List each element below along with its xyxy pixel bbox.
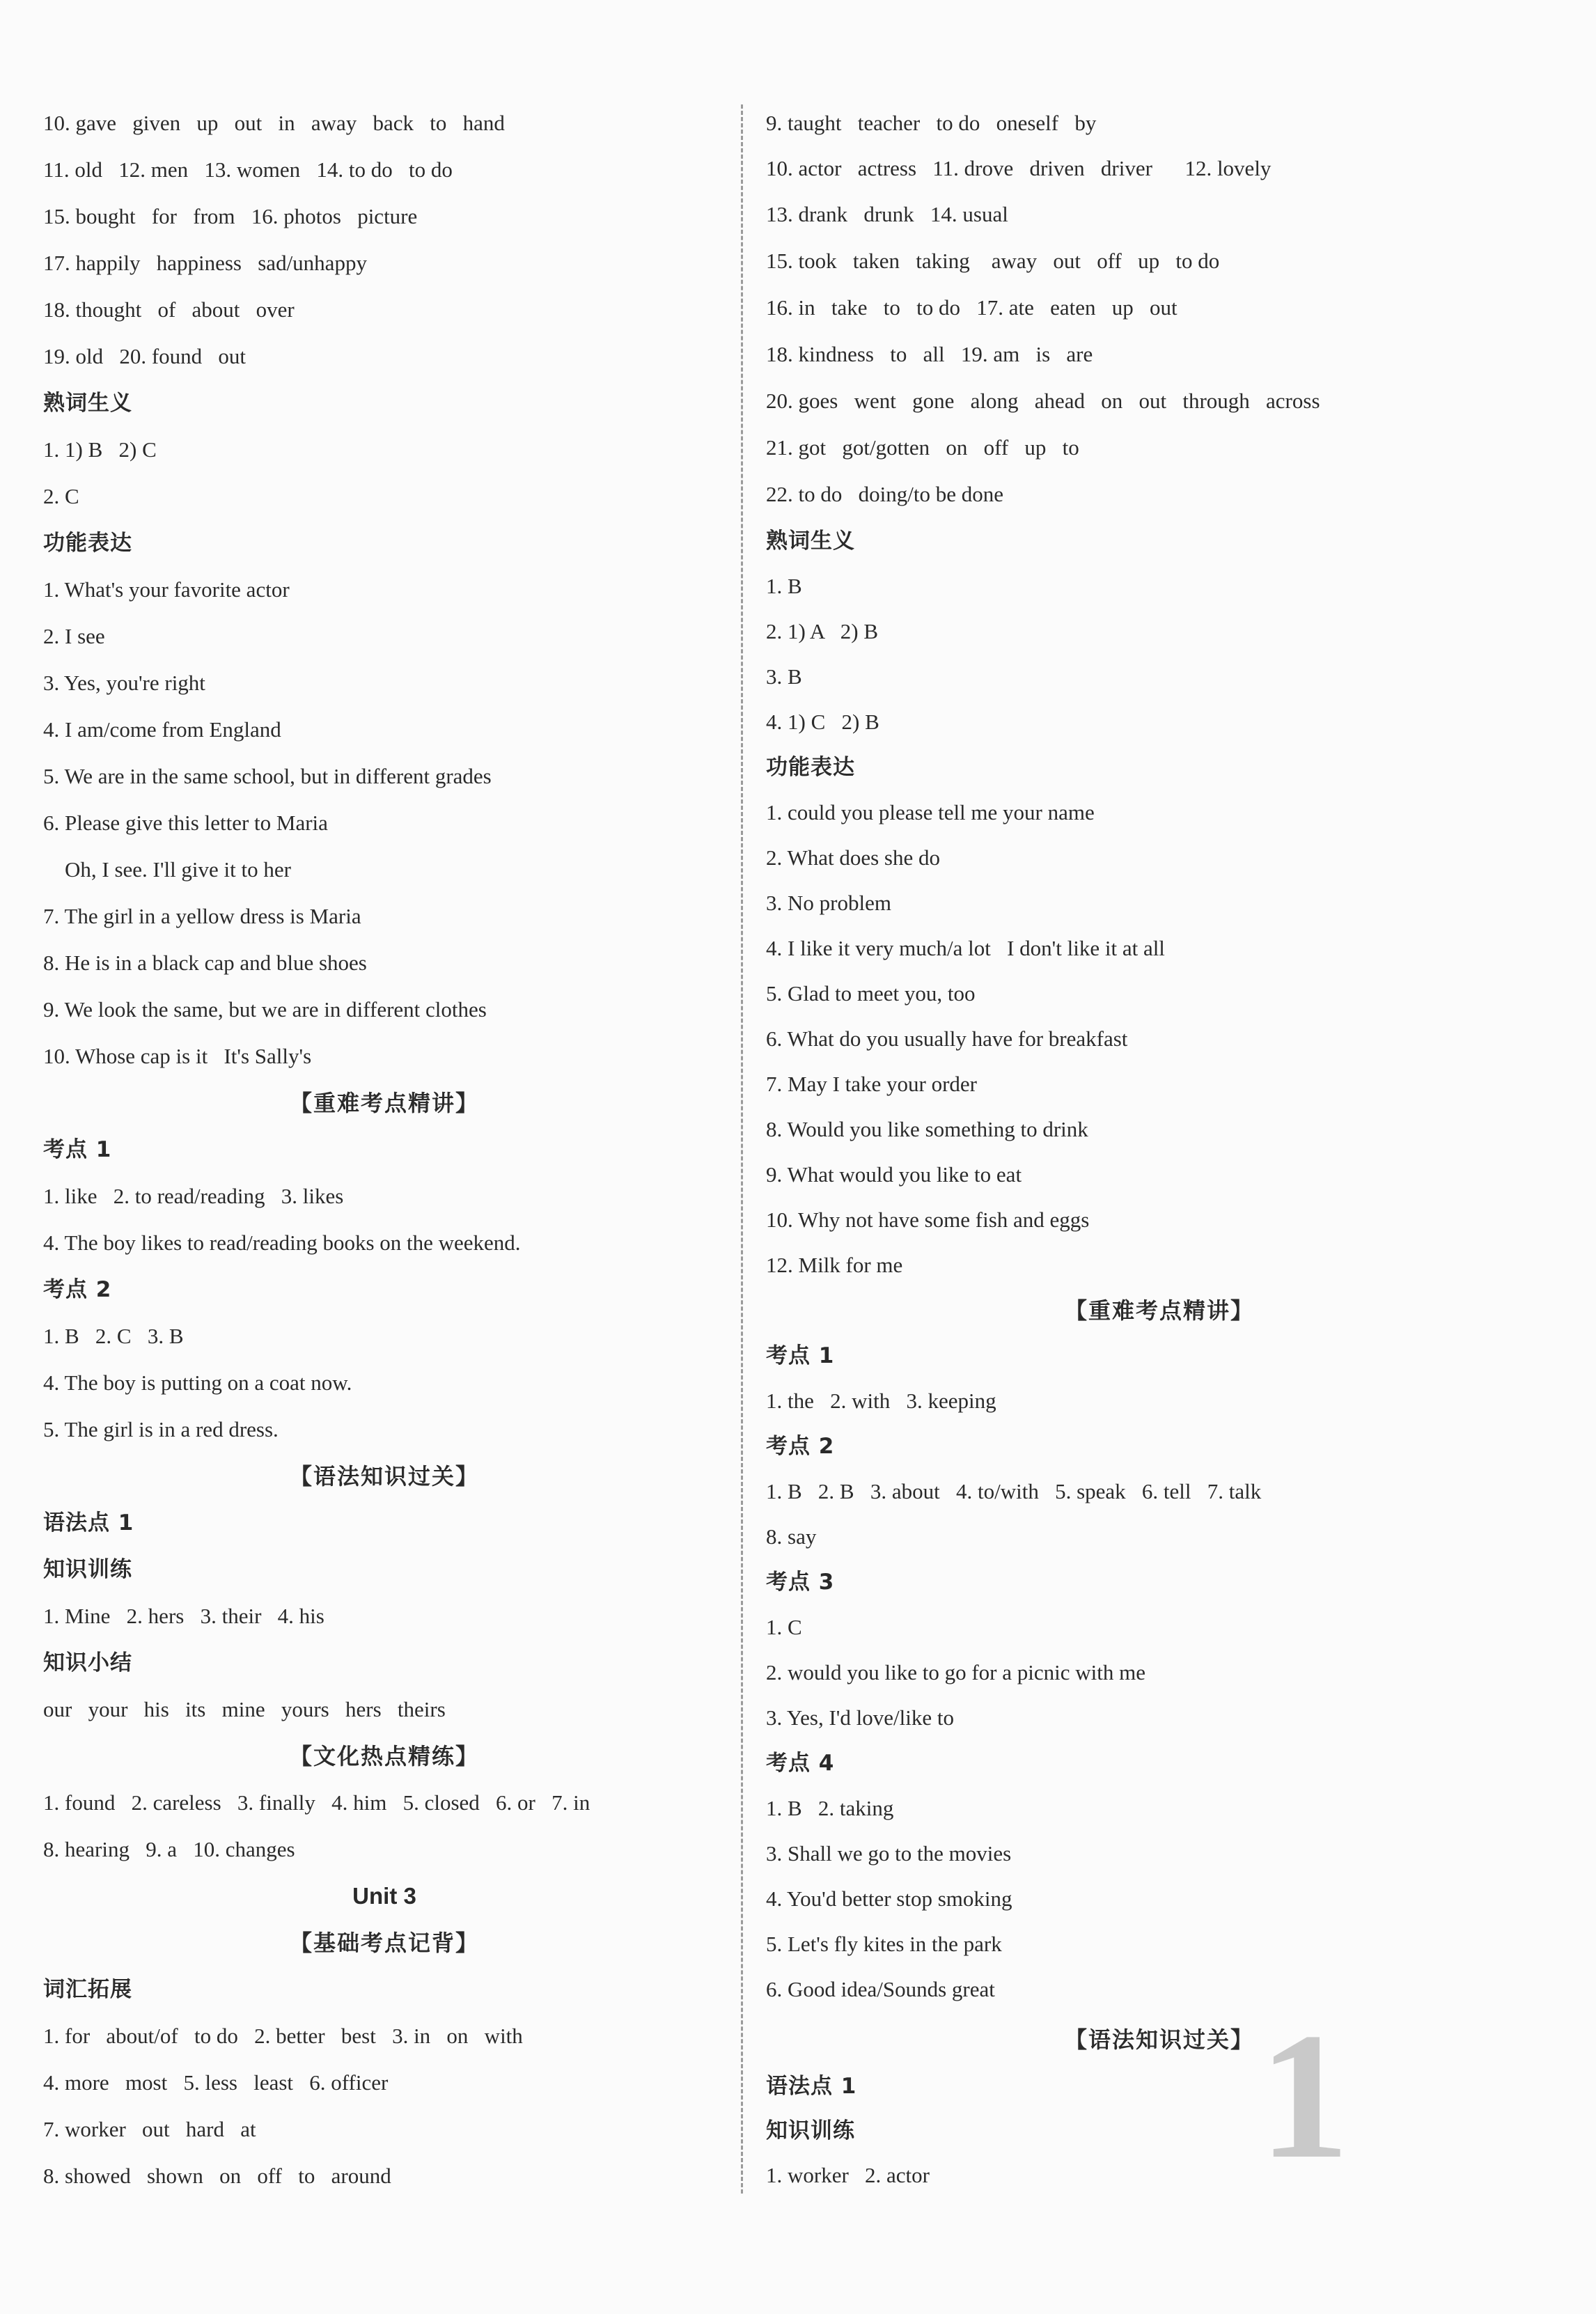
answer-line: 20. goes went gone along ahead on out through across <box>766 389 1320 413</box>
section-heading: 考点 1 <box>766 1343 835 1368</box>
answer-line: 1. worker 2. actor <box>766 2163 930 2187</box>
section-heading: 考点 2 <box>766 1434 835 1459</box>
answer-line: 2. 1) A 2) B <box>766 619 879 643</box>
answer-line: 3. Yes, you're right <box>43 671 205 695</box>
answer-line: 6. Please give this letter to Maria <box>43 811 328 835</box>
answer-line: 9. We look the same, but we are in different clothes <box>43 997 487 1022</box>
answer-line: 1. B 2. taking <box>766 1796 894 1820</box>
answer-line: 1. like 2. to read/reading 3. likes <box>43 1184 344 1208</box>
answer-line: 4. The boy likes to read/reading books on the weekend. <box>43 1230 521 1255</box>
section-heading: 考点 4 <box>766 1751 835 1776</box>
section-heading: 熟词生义 <box>766 529 855 554</box>
answer-line: 4. The boy is putting on a coat now. <box>43 1370 352 1395</box>
answer-line: 8. Would you like something to drink <box>766 1117 1088 1141</box>
answer-line: 6. Good idea/Sounds great <box>766 1977 995 2001</box>
answer-line: 4. more most 5. less least 6. officer <box>43 2070 389 2095</box>
column-divider <box>741 104 743 2194</box>
section-heading: 知识训练 <box>43 1557 132 1582</box>
answer-line: 21. got got/gotten on off up to <box>766 435 1079 460</box>
answer-line: 10. Why not have some fish and eggs <box>766 1207 1090 1232</box>
answer-line: 13. drank drunk 14. usual <box>766 202 1008 226</box>
section-heading: 考点 1 <box>43 1137 112 1162</box>
answer-line: 3. B <box>766 664 802 689</box>
section-heading: 知识训练 <box>766 2118 855 2143</box>
answer-line: 4. 1) C 2) B <box>766 710 879 734</box>
answer-line: 9. taught teacher to do oneself by <box>766 111 1097 135</box>
answer-line: 5. Glad to meet you, too <box>766 981 976 1006</box>
section-heading: 熟词生义 <box>43 391 132 416</box>
section-title: 【重难考点精讲】 <box>289 1090 479 1116</box>
answer-line: 7. The girl in a yellow dress is Maria <box>43 904 361 928</box>
answer-line: 18. kindness to all 19. am is are <box>766 342 1093 366</box>
answer-line: 1. could you please tell me your name <box>766 800 1095 824</box>
answer-line: 17. happily happiness sad/unhappy <box>43 251 367 275</box>
answer-line: 12. Milk for me <box>766 1253 903 1277</box>
section-heading: 考点 2 <box>43 1277 112 1302</box>
answer-line: 15. took taken taking away out off up to do <box>766 249 1220 273</box>
answer-line: 7. worker out hard at <box>43 2117 256 2141</box>
answer-line: 2. I see <box>43 624 105 648</box>
answer-line: 5. The girl is in a red dress. <box>43 1417 279 1441</box>
section-heading: 考点 3 <box>766 1570 835 1595</box>
section-heading: 语法点 1 <box>766 2074 857 2099</box>
answer-line: 7. May I take your order <box>766 1072 978 1096</box>
answer-line: our your his its mine yours hers theirs <box>43 1697 446 1721</box>
answer-line: 2. What does she do <box>766 845 940 870</box>
section-title: 【基础考点记背】 <box>289 1930 479 1956</box>
answer-line: 4. You'd better stop smoking <box>766 1886 1012 1911</box>
answer-line: 18. thought of about over <box>43 297 295 322</box>
answer-line: Oh, I see. I'll give it to her <box>43 857 291 882</box>
answer-line: 6. What do you usually have for breakfast <box>766 1026 1128 1051</box>
answer-line: 1. What's your favorite actor <box>43 577 290 602</box>
answer-line: 15. bought for from 16. photos picture <box>43 204 418 228</box>
answer-line: 10. actor actress 11. drove driven driver 12. lovely <box>766 156 1272 180</box>
answer-line: 1. Mine 2. hers 3. their 4. his <box>43 1604 324 1628</box>
section-title: 【语法知识过关】 <box>1064 2026 1254 2053</box>
answer-line: 1. B 2. B 3. about 4. to/with 5. speak 6. tell 7. talk <box>766 1479 1262 1503</box>
answer-line: 3. No problem <box>766 891 891 915</box>
section-title: 【文化热点精练】 <box>289 1743 479 1769</box>
answer-line: 5. Let's fly kites in the park <box>766 1932 1002 1956</box>
page-number: 1 <box>1259 1996 1349 2196</box>
answer-line: 16. in take to to do 17. ate eaten up out <box>766 295 1178 320</box>
section-heading: 知识小结 <box>43 1650 132 1675</box>
answer-line: 1. found 2. careless 3. finally 4. him 5. closed 6. or 7. in <box>43 1790 590 1815</box>
answer-line: 22. to do doing/to be done <box>766 482 1003 506</box>
answer-line: 8. say <box>766 1524 817 1549</box>
section-heading: 语法点 1 <box>43 1510 134 1535</box>
answer-line: 1. for about/of to do 2. better best 3. in on with <box>43 2024 523 2048</box>
answer-line: 1. B <box>766 574 802 598</box>
answer-line: 8. He is in a black cap and blue shoes <box>43 951 367 975</box>
section-heading: 功能表达 <box>766 755 855 780</box>
answer-line: 3. Yes, I'd love/like to <box>766 1705 954 1730</box>
answer-line: 5. We are in the same school, but in different grades <box>43 764 492 788</box>
answer-line: 4. I am/come from England <box>43 717 281 742</box>
answer-line: 2. C <box>43 484 79 508</box>
unit-title: Unit 3 <box>352 1883 416 1909</box>
answer-line: 8. hearing 9. a 10. changes <box>43 1837 295 1861</box>
answer-line: 3. Shall we go to the movies <box>766 1841 1012 1866</box>
section-heading: 词汇拓展 <box>43 1977 132 2002</box>
answer-line: 11. old 12. men 13. women 14. to do to do <box>43 157 453 182</box>
answer-line: 2. would you like to go for a picnic with me <box>766 1660 1145 1684</box>
section-title: 【语法知识过关】 <box>289 1463 479 1490</box>
answer-line: 1. C <box>766 1615 802 1639</box>
answer-line: 9. What would you like to eat <box>766 1162 1022 1187</box>
answer-line: 10. Whose cap is it It's Sally's <box>43 1044 312 1068</box>
answer-line: 1. 1) B 2) C <box>43 437 157 462</box>
section-heading: 功能表达 <box>43 531 132 556</box>
answer-line: 19. old 20. found out <box>43 344 247 368</box>
answer-line: 4. I like it very much/a lot I don't like it at all <box>766 936 1165 960</box>
answer-line: 8. showed shown on off to around <box>43 2164 391 2188</box>
answer-line: 10. gave given up out in away back to hand <box>43 111 505 135</box>
answer-line: 1. the 2. with 3. keeping <box>766 1389 996 1413</box>
section-title: 【重难考点精讲】 <box>1064 1297 1254 1324</box>
answer-line: 1. B 2. C 3. B <box>43 1324 184 1348</box>
